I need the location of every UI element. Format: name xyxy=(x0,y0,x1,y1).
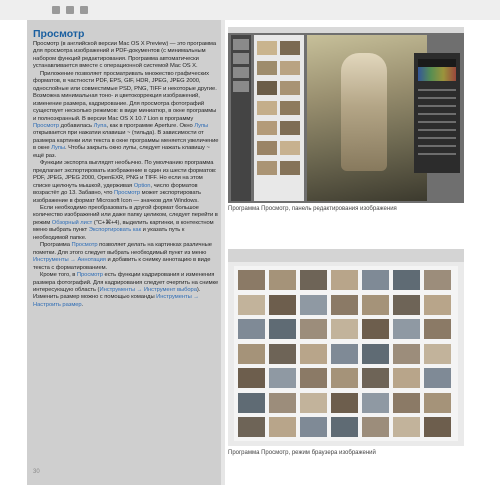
grid-thumbnail xyxy=(269,393,296,413)
grid-thumbnail xyxy=(331,368,358,388)
grid-thumbnail xyxy=(362,368,389,388)
strip-thumbnail xyxy=(280,61,300,75)
paragraph-text: Просмотр (в английской версии Mac OS X Preview) — это программа для просмотра изображений и PDF-документов (с минимальным набором функций редактирования. Программа автоматически устанавливается вместе с операционной системой Mac OS X. xyxy=(33,41,217,70)
strip-thumbnail xyxy=(280,161,300,175)
grid-thumbnail xyxy=(238,344,265,364)
paragraph-text: ). Изменить размер можно с помощью команды xyxy=(33,286,201,301)
screenshot-toolbar xyxy=(228,249,464,262)
strip-thumbnail xyxy=(257,141,277,155)
highlighted-term: Просмотр xyxy=(71,242,98,249)
grid-thumbnail xyxy=(331,319,358,339)
menu-button[interactable] xyxy=(52,6,60,14)
mannequin-figure xyxy=(341,53,387,171)
grid-thumbnail xyxy=(393,417,420,437)
highlighted-term: Инструменты → Инструмент выбора xyxy=(99,286,197,293)
thumbnail-grid xyxy=(234,266,458,441)
grid-thumbnail xyxy=(331,270,358,290)
highlighted-term: Экспортировать как xyxy=(88,227,142,234)
paragraph-text: . xyxy=(81,301,84,308)
grid-thumbnail xyxy=(393,368,420,388)
page-bottom-margin xyxy=(0,485,500,500)
grid-thumbnail xyxy=(393,295,420,315)
paragraph-text: , число форматов возрастёт до 13. Забавно, что xyxy=(33,182,198,197)
grid-thumbnail xyxy=(331,393,358,413)
grid-thumbnail xyxy=(424,270,451,290)
highlighted-term: Просмотр xyxy=(33,122,60,129)
adjust-slider xyxy=(418,145,456,147)
grid-thumbnail xyxy=(300,319,327,339)
grid-thumbnail xyxy=(331,295,358,315)
adjust-slider xyxy=(418,113,456,115)
adjust-slider xyxy=(418,137,456,139)
strip-thumbnail xyxy=(257,161,277,175)
paragraph-text: открывается при нажатии клавиши ~ (тильда). В зависимости от размера картинки или текста в окне программы меняется увеличение в окне xyxy=(33,130,219,152)
grid-thumbnail xyxy=(362,270,389,290)
strip-thumbnail xyxy=(257,61,277,75)
grid-thumbnail xyxy=(300,270,327,290)
grid-thumbnail xyxy=(300,417,327,437)
highlighted-term: Просмотр xyxy=(76,272,103,279)
screenshot-image-strip xyxy=(254,35,304,201)
grid-thumbnail xyxy=(393,319,420,339)
left-text-column xyxy=(33,28,219,309)
grid-thumbnail xyxy=(362,319,389,339)
paragraph-text: Приложение позволяет просматривать множество графических форматов, в частности PDF, EPS, GIF, HDR, JPEG, JPEG 2000, однослойные или совместимые PSD, PNG, TIFF и некоторые другие. Возможна минимальная тоно- и цветокоррекция изображений, изменение размера, кадрирование. Для просмотра фотографий существует несколько режимов: в виде миниатюр, в окне программы и полноэкранный. В версии Mac OS X 10.7 Lion в программу xyxy=(33,70,217,122)
grid-thumbnail xyxy=(424,319,451,339)
preview-editing-screenshot xyxy=(228,27,464,203)
strip-thumbnail xyxy=(257,81,277,95)
highlighted-term: Лупы xyxy=(194,122,209,129)
strip-thumbnail xyxy=(280,141,300,155)
grid-thumbnail xyxy=(331,417,358,437)
grid-thumbnail xyxy=(238,417,265,437)
strip-thumbnail xyxy=(257,101,277,115)
body-text xyxy=(33,41,219,309)
grid-thumbnail xyxy=(393,270,420,290)
histogram xyxy=(418,59,456,81)
grid-thumbnail xyxy=(424,368,451,388)
sidebar-thumbnail xyxy=(233,67,249,78)
grid-thumbnail xyxy=(424,295,451,315)
grid-thumbnail xyxy=(238,295,265,315)
grid-thumbnail xyxy=(331,344,358,364)
highlighted-term: Option xyxy=(133,182,151,189)
grid-thumbnail xyxy=(424,393,451,413)
figure-caption-2: Программа Просмотр, режим браузера изображений xyxy=(228,450,376,456)
page-number: 30 xyxy=(33,469,40,475)
grid-thumbnail xyxy=(424,417,451,437)
screenshot-main-image xyxy=(307,35,427,201)
screenshot-menubar xyxy=(228,27,464,33)
paragraph xyxy=(33,160,219,205)
grid-thumbnail xyxy=(393,344,420,364)
highlighted-term: Обзорный лист xyxy=(51,219,93,226)
paragraph-text: и указать путь к необходимой папке. xyxy=(33,227,185,241)
grid-thumbnail xyxy=(300,368,327,388)
grid-thumbnail xyxy=(362,417,389,437)
grid-thumbnail xyxy=(269,344,296,364)
adjust-slider xyxy=(418,121,456,123)
strip-thumbnail xyxy=(280,121,300,135)
adjust-slider xyxy=(418,89,456,91)
strip-thumbnail xyxy=(280,41,300,55)
paragraph xyxy=(33,242,219,272)
grid-thumbnail xyxy=(269,295,296,315)
grid-thumbnail xyxy=(238,319,265,339)
highlighted-term: Просмотр xyxy=(114,190,141,197)
strip-thumbnail xyxy=(280,101,300,115)
paragraph-text: Функции экспорта выглядят необычно. По умолчанию программа предлагает экспортировать изображение в один из шести форматов: PDF, JPEG, JPEG 2000, OpenEXR, PNG и TIFF. Но если на этом списке щелкнуть мышкой, удерживая xyxy=(33,160,217,189)
grid-thumbnail xyxy=(300,393,327,413)
paragraph-text: добавилась xyxy=(59,122,94,129)
grid-thumbnail xyxy=(269,319,296,339)
paragraph-text: , как в программе Aperture. Окно xyxy=(106,122,195,129)
viewer-toolbar xyxy=(0,0,500,20)
grid-thumbnail xyxy=(238,270,265,290)
paragraph xyxy=(33,272,219,309)
grid-thumbnail xyxy=(300,295,327,315)
adjust-color-panel xyxy=(414,53,460,173)
sidebar-thumbnail xyxy=(233,81,249,92)
grid-thumbnail xyxy=(238,393,265,413)
paragraph xyxy=(33,205,219,242)
paragraph-text: может экспортировать изображение в формат Microsoft Icon — значков для Windows. xyxy=(33,190,202,204)
paragraph-text: и добавить к снимку аннотацию в виде текста с форматированием. xyxy=(33,257,211,271)
adjust-slider xyxy=(418,153,456,155)
grid-thumbnail xyxy=(362,295,389,315)
paragraph-text: Программа xyxy=(40,242,72,249)
share-button[interactable] xyxy=(80,6,88,14)
figure-caption-1: Программа Просмотр, панель редактирования изображения xyxy=(228,206,397,212)
sidebar-thumbnail xyxy=(233,53,249,64)
paragraph-text: позволяет делать на картинках различные пометки. Для этого следует выбрать необходимый пункт из меню xyxy=(33,242,212,256)
adjust-slider xyxy=(418,129,456,131)
adjust-slider xyxy=(418,97,456,99)
paragraph-text: Если необходимо преобразовать в другой формат большое количество изображений или даже папку целиком, следует перейти в режим xyxy=(33,204,218,226)
grid-thumbnail xyxy=(393,393,420,413)
paragraph-text: ("C+⌘+4), выделить картинки, в контекстном меню выбрать пункт xyxy=(33,219,214,234)
paragraph xyxy=(33,41,219,71)
grid-thumbnail xyxy=(269,417,296,437)
grid-thumbnail xyxy=(362,393,389,413)
preview-browser-screenshot xyxy=(228,249,464,446)
strip-thumbnail xyxy=(257,41,277,55)
grid-thumbnail xyxy=(362,344,389,364)
grid-thumbnail xyxy=(269,368,296,388)
view-button[interactable] xyxy=(66,6,74,14)
grid-thumbnail xyxy=(300,344,327,364)
strip-thumbnail xyxy=(257,121,277,135)
sidebar-thumbnail xyxy=(233,39,249,50)
highlighted-term: Инструменты → Аннотация xyxy=(33,257,106,264)
grid-thumbnail xyxy=(424,344,451,364)
strip-thumbnail xyxy=(280,81,300,95)
screenshot-sidebar xyxy=(231,35,251,201)
highlighted-term: Инструменты → Настроить размер xyxy=(33,294,200,308)
grid-thumbnail xyxy=(269,270,296,290)
section-title: Просмотр xyxy=(33,28,85,40)
paragraph xyxy=(33,71,219,160)
paragraph-text: Кроме того, в xyxy=(40,272,77,279)
highlighted-term: Лупа xyxy=(93,122,107,129)
paragraph-text: есть функции кадрирования и изменения размера фотографий. Для кадрирования следует очертить на снимке интересующую область ( xyxy=(33,272,219,293)
paragraph-text: . Чтобы закрыть окно лупы, следует нажать клавишу ~ ещё раз. xyxy=(33,145,210,159)
grid-thumbnail xyxy=(238,368,265,388)
highlighted-term: Лупы xyxy=(51,145,66,152)
adjust-slider xyxy=(418,105,456,107)
histogram-fill xyxy=(418,67,456,81)
